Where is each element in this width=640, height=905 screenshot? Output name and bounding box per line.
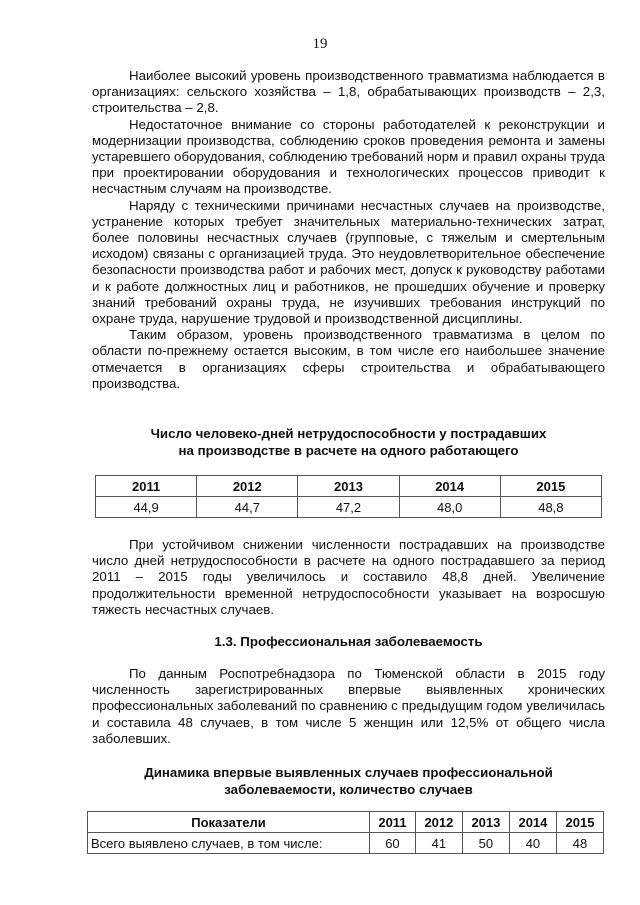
page-number: 19	[312, 36, 328, 52]
table2-value-cell: 50	[462, 833, 509, 854]
section-heading: 1.3. Профессиональная заболеваемость	[214, 634, 483, 649]
table1-value-row	[96, 497, 602, 518]
table1-header-cell: 2012	[197, 476, 298, 497]
disability-days-table	[95, 475, 602, 518]
paragraph-disability-duration: При устойчивом снижении численности пострадавших на производстве число дней нетрудоспособности в расчете на одного пострадавшего за период 2011 – 2015 годы увеличилось и составило 48,8 дней. Увеличение продолжительности временной нетрудоспособности указывает на возросшую тяжесть несчастных случаев.	[92, 537, 605, 617]
table2-header-row	[88, 812, 604, 833]
table2-header-cell: 2015	[556, 812, 603, 833]
table2-header-cell: Показатели	[88, 812, 370, 833]
table2-value-cell: 40	[509, 833, 556, 854]
table1-header-row	[96, 476, 602, 497]
table2-value-cell: 48	[556, 833, 603, 854]
table2-header-cell: 2014	[509, 812, 556, 833]
table1-header-cell: 2013	[298, 476, 399, 497]
paragraph-organizational-causes: Наряду с техническими причинами несчастных случаев на производстве, устранение которых требует значительных материально-технических затрат, более половины несчастных случаев (групповые, с тяжелым и смертельным исходом) связаны с организацией труда. Это неудовлетворительное обеспечение безопасности производства работ и рабочих мест, допуск к руководству работами и к работе должностных лиц и работников, не прошедших обучение и проверку знаний требований охраны труда, не изучивших требования инструкций по охране труда, нарушение трудовой и производственной дисциплины.	[92, 197, 605, 327]
table1-title	[92, 425, 605, 459]
body-text-block-2	[92, 537, 605, 618]
table1-title-line2: на производстве в расчете на одного работающего	[178, 443, 519, 458]
paragraph-conclusion: Таким образом, уровень производственного травматизма в целом по области по-прежнему остается высоким, в том числе его наибольшее значение отмечается в организациях сферы строительства и обрабатывающего производства.	[92, 327, 605, 391]
table2-value-cell: 60	[370, 833, 416, 854]
table1-value-cell: 44,7	[197, 497, 298, 518]
body-text-block-1	[92, 68, 605, 392]
paragraph-injury-levels: Наиболее высокий уровень производственного травматизма наблюдается в организациях: сельского хозяйства – 1,8, обрабатывающих производств – 2,3, строительства – 2,8.	[92, 68, 605, 116]
table1-value-cell: 47,2	[298, 497, 399, 518]
table2-row-label: Всего выявлено случаев, в том числе:	[88, 833, 370, 854]
table2-header-cell: 2013	[462, 812, 509, 833]
paragraph-employer-attention: Недостаточное внимание со стороны работодателей к реконструкции и модернизации производства, соблюдению сроков проведения ремонта и замены устаревшего оборудования, соблюдению требований норм и правил охраны труда при проектировании оборудования и технологических процессов приводит к несчастным случаям на производстве.	[92, 116, 605, 197]
table2-title	[92, 764, 605, 798]
table1-header-cell: 2014	[399, 476, 500, 497]
paragraph-occupational-disease: По данным Роспотребнадзора по Тюменской области в 2015 году численность зарегистрированных впервые выявленных хронических профессиональных заболеваний по сравнению с предыдущим годом увеличилась и составила 48 случаев, в том числе 5 женщин или 12,5% от общего числа заболевших.	[92, 666, 605, 746]
table1-header-cell: 2011	[96, 476, 197, 497]
table2-value-cell: 41	[415, 833, 462, 854]
table1-value-cell: 48,8	[500, 497, 601, 518]
table1-header-cell: 2015	[500, 476, 601, 497]
table2-header-cell: 2011	[370, 812, 416, 833]
table1-title-line1: Число человеко-дней нетрудоспособности у пострадавших	[150, 426, 547, 441]
table1-value-cell: 48,0	[399, 497, 500, 518]
table2-data-row	[88, 833, 604, 854]
table2-title-line1: Динамика впервые выявленных случаев профессиональной	[144, 765, 553, 780]
table2-title-line2: заболеваемости, количество случаев	[224, 782, 473, 797]
occupational-disease-table	[87, 811, 604, 854]
table2-header-cell: 2012	[415, 812, 462, 833]
table1-value-cell: 44,9	[96, 497, 197, 518]
body-text-block-3	[92, 666, 605, 747]
